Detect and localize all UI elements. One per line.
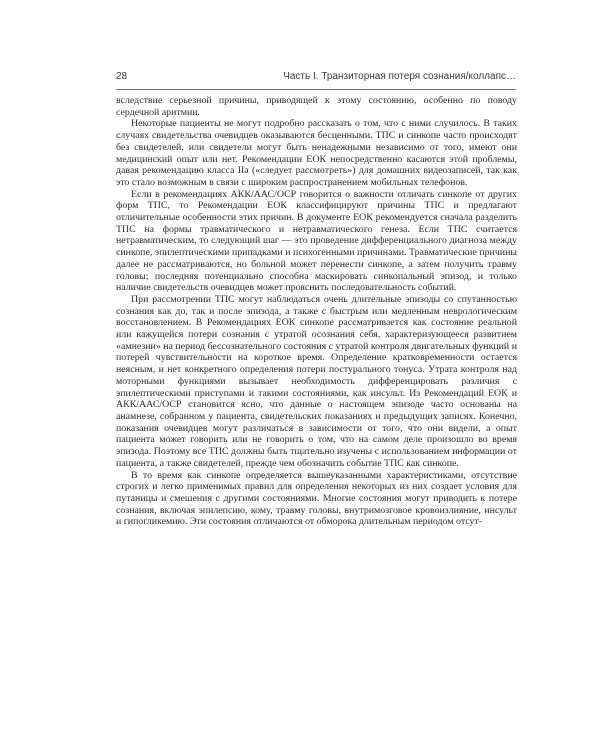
text-body (116, 95, 517, 528)
page-number: 28 (116, 71, 128, 82)
page-header (116, 71, 516, 85)
paragraph-continuation: вследствие серьезной причины, приводящей к этому состоянию, особенно по поводу сердечной аритмии. (116, 95, 517, 118)
header-rule (116, 89, 516, 90)
paragraph-differential: В то время как синкопе определяется вышеуказанными характеристиками, отсутствие строгих и легко применимых правил для определения некоторых из них создает условия для путаницы и смешения с другими состояниями. Многие состояния могут приводить к потере сознания, включая эпилепсию, кому, травму головы, внутримозговое кровоизлияние, инсульт и гипогликемию. Эти состояния отличаются от обморока длительным периодом отсут- (116, 469, 517, 528)
paragraph-recommendations: Если в рекомендациях АКК/ААС/ОСР говорится о важности отличать синкопе от других форм ТПС, то Рекомендации ЕОК классифицируют причины ТПС и предлагают отличительные особенности этих причин. В документе ЕОК рекомендуется сначала разделить ТПС на формы травматического и нетравматического генеза. Если ТПС считается нетравматическим, то следующий шаг — это проведение дифференциального диагноза между синкопе, эпилептическими припадками и психогенными причинами. Травматические причины далее не рассматриваются, но больной может перенести синкопе, а затем получить травму головы; последняя потенциально способна маскировать синкопальный эпизод, и только наличие свидетельств очевидцев может прояснить последовательность событий. (116, 188, 517, 294)
paragraph-definition: При рассмотрении ТПС могут наблюдаться очень длительные эпизоды со спутанностью сознания как до, так и после эпизода, а также с быстрым или медленным неврологическим восстановлением. В Рекомендациях ЕОК синкопе рассматривается как состояние реальной или кажущейся потери сознания с утратой осознания себя, характеризующееся развитием «амнезии» на период бессознательного состояния с утратой контроля двигательных функций и потерей чувствительности на короткое время. Определение кратковременности остается неясным, и нет конкретного определения потери постурального тонуса. Утрата контроля над моторными функциями вызывает необходимость дифференцировать различия с эпилептическими приступами и такими состояниями, как инсульт. Из Рекомендаций ЕОК и АКК/ААС/ОСР становится ясно, что данные о настоящем эпизоде часто основаны на анамнезе, собранном у пациента, свидетельских показаниях и предыдущих записях. Конечно, показания очевидцев могут различаться в зависимости от того, что они видели, а опыт пациента может говорить или не говорить о том, что на самом деле произошло во время эпизода. Поэтому все ТПС должны быть тщательно изучены с использованием информации от пациента, а также свидетелей, прежде чем обозначить событие ТПС как синкопе. (116, 293, 517, 469)
running-title: Часть I. Транзиторная потеря сознания/коллапс… (283, 71, 516, 82)
paragraph-witnesses: Некоторые пациенты не могут подробно рассказать о том, что с ними случилось. В таких случаях свидетельства очевидцев оказываются бесценными. ТПС и синкопе часто происходят без свидетелей, или свидетели могут быть ненадежными независимо от того, имеют они медицинский опыт или нет. Рекомендации ЕОК непосредственно касаются этой проблемы, давая рекомендацию класса IIa («следует рассмотреть») для домашних видеозаписей, так как это стало возможным в связи с широким распространением мобильных телефонов. (116, 118, 517, 188)
